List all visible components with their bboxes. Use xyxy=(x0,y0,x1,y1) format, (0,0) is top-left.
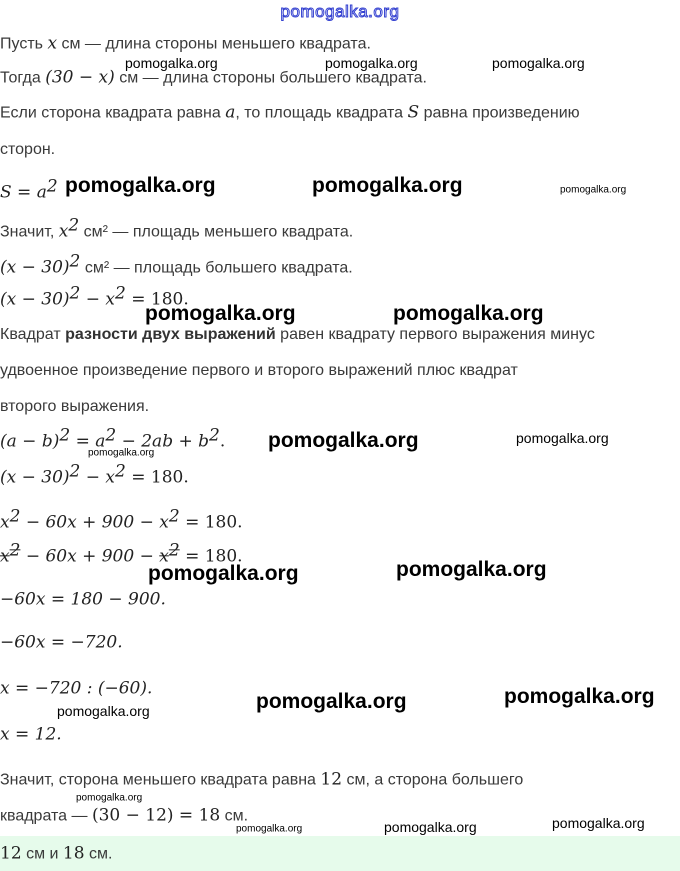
math-expression: − 2ab + b xyxy=(116,431,210,452)
math-expression: 2 xyxy=(168,540,180,561)
math-expression: 2 xyxy=(209,425,220,446)
solution-line xyxy=(0,806,248,827)
math-expression: = 180. xyxy=(125,289,189,310)
solution-line xyxy=(0,633,123,654)
text-segment: см² — площадь меньшего квадрата. xyxy=(79,223,354,241)
math-expression: 2 xyxy=(9,540,21,561)
math-expression: (a − b) xyxy=(0,431,60,452)
math-expression: = 180. xyxy=(179,512,243,533)
math-expression: = a xyxy=(70,431,106,452)
math-expression: x xyxy=(0,546,10,567)
watermark: pomogalka.org xyxy=(268,429,419,452)
text-segment: см. xyxy=(84,845,113,863)
math-expression: 2 xyxy=(68,215,80,236)
math-expression: (x − 30) xyxy=(0,257,70,278)
math-expression: . xyxy=(219,431,226,452)
text-segment: см, а сторона большего xyxy=(342,771,524,789)
solution-line xyxy=(0,397,149,417)
math-expression: − 60x + 900 − x xyxy=(20,512,169,533)
text-segment: Квадрат xyxy=(0,326,66,343)
solution-line xyxy=(0,679,152,700)
math-expression: 12 xyxy=(320,769,343,790)
text-segment: см — длина стороны большего квадрата. xyxy=(114,69,427,87)
watermark: pomogalka.org xyxy=(560,184,627,196)
math-expression: 12 xyxy=(0,843,22,864)
math-expression: S = a xyxy=(0,182,47,203)
math-expression: 2 xyxy=(168,506,180,527)
watermark: pomogalka.org xyxy=(236,823,303,835)
watermark: pomogalka.org xyxy=(76,792,143,804)
text-segment: , то площадь квадрата xyxy=(235,104,408,122)
math-expression: (30 − x) xyxy=(45,67,115,88)
solution-line xyxy=(0,506,243,533)
watermark: pomogalka.org xyxy=(393,302,544,325)
math-expression: −60x = −720. xyxy=(0,632,123,653)
solution-line xyxy=(0,770,523,791)
math-expression: x = −720 : (−60). xyxy=(0,678,153,699)
math-expression: x xyxy=(47,33,58,54)
watermark: pomogalka.org xyxy=(57,703,150,719)
math-expression: −60x = 180 − 900. xyxy=(0,589,166,610)
math-expression: 2 xyxy=(46,176,58,197)
math-expression: a xyxy=(225,102,236,123)
solution-line xyxy=(0,140,55,160)
math-expression: − x xyxy=(80,289,116,310)
math-expression: 2 xyxy=(69,251,81,272)
text-segment: Значит, сторона меньшего квадрата равна xyxy=(0,771,321,789)
header-watermark: pomogalka.org xyxy=(280,2,400,21)
text-segment: второго выражения. xyxy=(0,398,150,415)
watermark: pomogalka.org xyxy=(396,558,547,581)
text-segment: Пусть xyxy=(0,35,48,53)
math-expression: 2 xyxy=(115,283,126,304)
math-expression: = 180. xyxy=(125,467,189,488)
solution-line xyxy=(0,251,353,278)
math-expression: 2 xyxy=(105,425,117,446)
solution-line xyxy=(0,34,371,55)
solution-line xyxy=(0,325,595,345)
math-expression: 2 xyxy=(69,461,81,482)
text-segment: равна произведению xyxy=(419,104,580,122)
math-expression: x xyxy=(0,512,10,533)
math-expression: 2 xyxy=(69,283,81,304)
math-expression: − 60x + 900 − xyxy=(20,546,160,567)
math-expression: x = 12. xyxy=(0,724,62,745)
text-segment: см и xyxy=(21,845,63,863)
watermark: pomogalka.org xyxy=(148,562,299,585)
watermark: pomogalka.org xyxy=(492,55,585,71)
text-segment: Если сторона квадрата равна xyxy=(0,104,226,122)
solution-line xyxy=(0,725,62,746)
text-segment: сторон. xyxy=(0,141,56,158)
solution-line xyxy=(0,590,166,611)
watermark: pomogalka.org xyxy=(125,55,218,71)
math-expression: (30 − 12) = 18 xyxy=(91,805,221,826)
solution-line xyxy=(0,103,580,124)
solution-line xyxy=(0,361,518,381)
text-segment: см — длина стороны меньшего квадрата. xyxy=(57,35,371,53)
watermark: pomogalka.org xyxy=(88,447,155,459)
math-expression: = 180. xyxy=(179,546,243,567)
text-segment: см² — площадь большего квадрата. xyxy=(80,259,353,277)
math-expression: 18 xyxy=(62,843,85,864)
math-expression: 2 xyxy=(59,425,71,446)
watermark: pomogalka.org xyxy=(384,819,477,835)
math-expression: x xyxy=(58,221,69,242)
watermark: pomogalka.org xyxy=(325,55,418,71)
math-expression: 2 xyxy=(115,461,126,482)
math-expression: x xyxy=(159,546,169,567)
text-segment: см. xyxy=(220,807,249,825)
text-segment: удвоенное произведение первого и второго выражений плюс квадрат xyxy=(0,362,518,379)
text-segment: квадрата — xyxy=(0,807,92,825)
watermark: pomogalka.org xyxy=(65,174,216,197)
text-segment: Тогда xyxy=(0,69,46,87)
watermark: pomogalka.org xyxy=(256,690,407,713)
solution-line xyxy=(0,215,353,242)
watermark: pomogalka.org xyxy=(516,430,609,446)
solution-line xyxy=(0,176,58,203)
math-expression: 2 xyxy=(9,506,21,527)
math-expression: (x − 30) xyxy=(0,289,70,310)
watermark: pomogalka.org xyxy=(552,815,645,831)
math-expression: (x − 30) xyxy=(0,467,70,488)
bold-term: разности двух выражений xyxy=(65,326,276,343)
answer-line xyxy=(0,844,112,865)
math-expression: S xyxy=(407,102,420,123)
watermark: pomogalka.org xyxy=(312,174,463,197)
text-segment: Значит, xyxy=(0,223,59,241)
text-segment: равен квадрату первого выражения минус xyxy=(275,326,595,343)
watermark: pomogalka.org xyxy=(504,685,655,708)
watermark: pomogalka.org xyxy=(145,302,296,325)
solution-line xyxy=(0,461,189,488)
math-expression: − x xyxy=(80,467,116,488)
answer-box xyxy=(0,836,680,871)
